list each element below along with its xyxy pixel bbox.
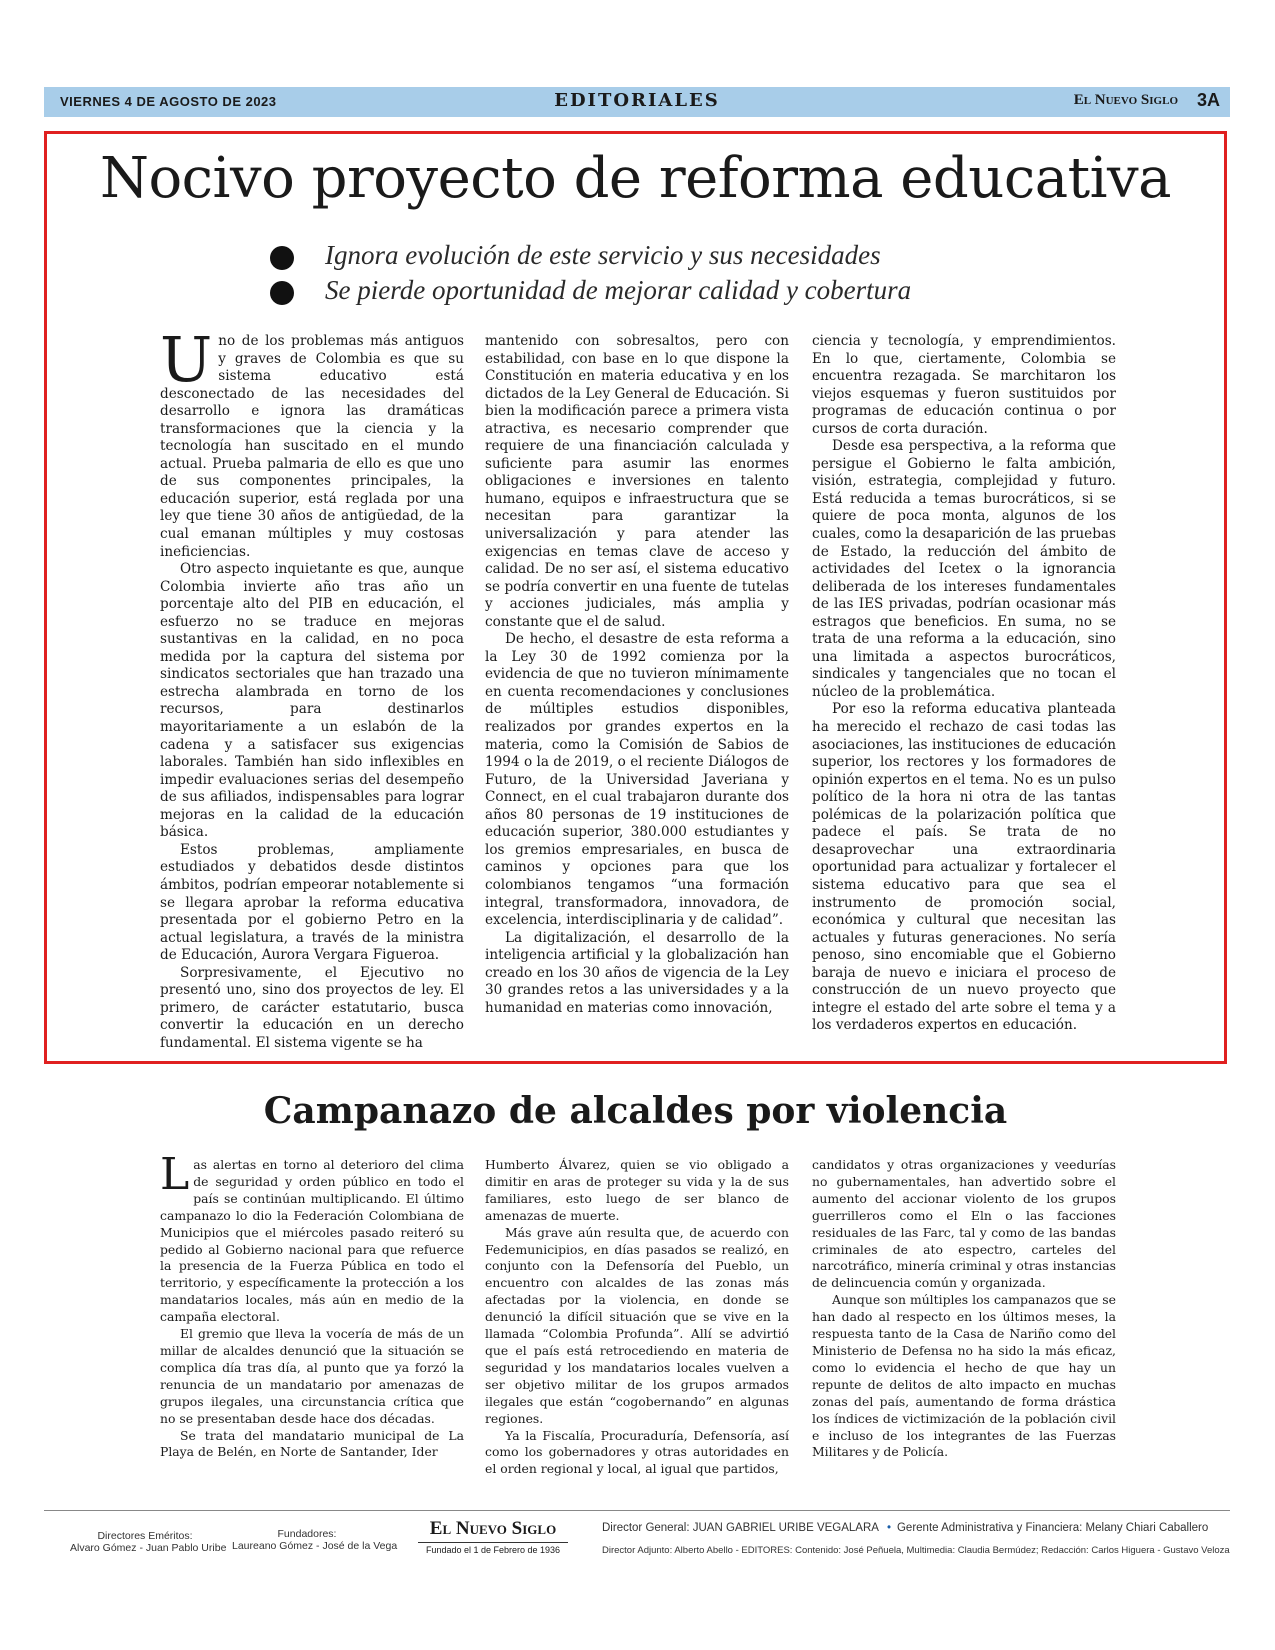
footer-brand-name: El Nuevo Siglo bbox=[418, 1518, 568, 1543]
footer-logo bbox=[418, 1518, 568, 1555]
article2-title: Campanazo de alcaldes por violencia bbox=[263, 1090, 1008, 1132]
gerente: Gerente Administrativa y Financiera: Melany Chiari Caballero bbox=[896, 1522, 1209, 1534]
paragraph: Se trata del mandatario municipal de La Playa de Belén, en Norte de Santander, Ider bbox=[160, 1427, 464, 1460]
paragraph: ciencia y tecnología, y emprendimientos. En lo que, ciertamente, Colombia se encuentra rezagada. Se marchitaron los viejos esquemas y fueron sustituidos por programas de educación continua o por cursos de corta duración. bbox=[812, 333, 1116, 437]
article1-column-2 bbox=[485, 333, 789, 1017]
paragraph: Aunque son múltiples los campanazos que se han dado al respecto en los últimos meses, la respuesta tanto de la Casa de Nariño como del Ministerio de Defensa no ha sido la más eficaz, como lo evidencia el hecho de que hay un repunte de delitos de alto impacto en muchas zonas del país, aumentando de forma drástica los índices de victimización de la población civil e incluso de los integrantes de las Fuerzas Militares y de Policía. bbox=[812, 1292, 1116, 1460]
paragraph: La digitalización, el desarrollo de la inteligencia artificial y la globalización han creado en los 30 años de vigencia de la Ley 30 grandes retos a las universidades y a la humanidad en materias como innovación, bbox=[485, 929, 789, 1016]
bullet-dot-icon bbox=[270, 281, 294, 305]
article1-title: Nocivo proyecto de reforma educativa bbox=[99, 146, 1172, 211]
paragraph: De hecho, el desastre de esta reforma a la Ley 30 de 1992 comienza por la evidencia de que no tuvieron mínimamente en cuenta recomendaciones y conclusiones de múltiples estudios disponibles, realizados por grandes expertos en la materia, como la Comisión de Sabios de 1994 o la de 2019, o el reciente Diálogos de Futuro, de la Universidad Javeriana y Connect, en el cual trabajaron durante dos años 80 personas de 19 instituciones de educación superior, 380.000 estudiantes y los gremios empresariales, en busca de caminos y opciones para que los colombianos tengamos “una formación integral, transformadora, innovadora, de excelencia, interdisciplinaria y de calidad”. bbox=[485, 631, 789, 929]
footer-fundadores bbox=[232, 1528, 398, 1552]
paragraph: Sorpresivamente, el Ejecutivo no presentó uno, sino dos proyectos de ley. El primero, de carácter estatutario, busca convertir la educación en un derecho fundamental. El sistema vigente se ha bbox=[160, 964, 464, 1051]
footer-names: Laureano Gómez - José de la Vega bbox=[232, 1540, 398, 1552]
subhead-text: Se pierde oportunidad de mejorar calidad y cobertura bbox=[325, 275, 912, 305]
paragraph: Humberto Álvarez, quien se vio obligado a dimitir en aras de proteger su vida y la de sus familiares, esto luego de ser blanco de amenazas de muerte. bbox=[485, 1157, 789, 1223]
paragraph: Uno de los problemas más antiguos y graves de Colombia es que su sistema educativo está desconectado de las necesidades del desarrollo e ignora las dramáticas transformaciones que la ciencia y la tecnología han suscitado en el mundo actual. Prueba palmaria de ello es que uno de sus componentes principales, la educación superior, está reglada por una ley que tiene 30 años de antigüedad, de la cual emanan múltiples y muy costosas ineficiencias. bbox=[160, 323, 464, 560]
footer-staff-line-1 bbox=[602, 1522, 1208, 1534]
footer-directores bbox=[70, 1530, 227, 1554]
dropcap: L bbox=[160, 1149, 190, 1200]
header-date: VIERNES 4 DE AGOSTO DE 2023 bbox=[60, 94, 277, 109]
separator-dot-icon: • bbox=[886, 1522, 891, 1534]
paragraph: Estos problemas, ampliamente estudiados y debatidos desde distintos ámbitos, podrían empeorar notablemente si se llegara aprobar la reforma educativa presentada por el gobierno Petro en la actual legislatura, a través de la ministra de Educación, Aurora Vergara Figueroa. bbox=[160, 841, 464, 964]
article2-column-3 bbox=[812, 1157, 1116, 1461]
footer-names: Alvaro Gómez - Juan Pablo Uribe bbox=[70, 1542, 227, 1554]
director-general: Director General: JUAN GABRIEL URIBE VEGALARA bbox=[602, 1522, 879, 1534]
footer-divider bbox=[44, 1510, 1230, 1511]
paragraph: Más grave aún resulta que, de acuerdo con Fedemunicipios, en días pasados se realizó, en conjunto con la Defensoría del Pueblo, un encuentro con alcaldes de las zonas más afectadas por la violencia, en donde se denunció la difícil situación que se vive en la llamada “Colombia Profunda”. Allí se advirtió que el país está retrocediendo en materia de seguridad y los mandatarios locales vuelven a ser objetivo militar de los grupos armados ilegales que están “cogobernando” en algunas regiones. bbox=[485, 1224, 789, 1426]
paragraph: Otro aspecto inquietante es que, aunque Colombia invierte año tras año un porcentaje alto del PIB en educación, el esfuerzo no se traduce en mejoras sustantivas en la calidad, en no poca medida por la captura del sistema por sindicatos sectoriales que han trazado una estrecha alambrada en torno de los recursos, para destinarlos mayoritariamente a un eslabón de la cadena y a satisfacer sus exigencias laborales. También han sido inflexibles en impedir evaluaciones serias del desempeño de sus afiliados, indispensables para lograr mejoras en la calidad de la educación básica. bbox=[160, 561, 464, 841]
article1-column-3 bbox=[812, 333, 1116, 1035]
article2-column-2 bbox=[485, 1157, 789, 1478]
paragraph: El gremio que lleva la vocería de más de un millar de alcaldes denunció que la situación se complica día tras día, al punto que ya forzó la renuncia de un mandatario por amenazas de grupos ilegales, una circunstancia crítica que no se presentaban desde hace dos décadas. bbox=[160, 1326, 464, 1426]
paragraph: Las alertas en torno al deterioro del clima de seguridad y orden público en todo el país se continúan multiplicando. El último campanazo lo dio la Federación Colombiana de Municipios que el miércoles pasado reiteró su pedido al Gobierno nacional para que refuerce la presencia de la Fuerza Pública en todo el territorio, y específicamente la protección a los mandatarios locales, más aún en medio de la campaña electoral. bbox=[160, 1149, 464, 1325]
footer-staff-line-2: Director Adjunto: Alberto Abello - EDITORES: Contenido: José Peñuela, Multimedia: Claudia Bermúdez; Redacción: Carlos Higuera - Gustavo Veloza bbox=[602, 1545, 1230, 1556]
paragraph: Por eso la reforma educativa planteada ha merecido el rechazo de casi todas las asociaciones, las instituciones de educación superior, los rectores y los formadores de opinión expertos en el tema. No es un pulso político de la hora ni otra de las tantas polémicas de la polarización política que padece el país. Se trata de no desaprovechar una extraordinaria oportunidad para actualizar y fortalecer el sistema educativo para que sea el instrumento de promoción social, económica y cultural que necesitan las actuales y futuras generaciones. No sería penoso, sino encomiable que el Gobierno baraja de nuevo e iniciara el proceso de construcción de un nuevo proyecto que integre el estado del arte sobre el tema y a los verdaderos expertos en educación. bbox=[812, 701, 1116, 1034]
dropcap: U bbox=[160, 323, 213, 396]
article1-subheads bbox=[270, 240, 1170, 310]
footer-founded: Fundado el 1 de Febrero de 1936 bbox=[425, 1545, 561, 1555]
subhead-text: Ignora evolución de este servicio y sus necesidades bbox=[325, 240, 881, 270]
subhead-item bbox=[270, 275, 1170, 310]
page-header-bar bbox=[44, 87, 1230, 117]
header-page-number: 3A bbox=[1196, 90, 1220, 110]
footer-label: Fundadores: bbox=[277, 1528, 337, 1540]
paragraph: candidatos y otras organizaciones y veedurías no gubernamentales, han advertido sobre el aumento del accionar violento de los grupos guerrilleros como el Eln o las facciones residuales de las Farc, tal y como de las bandas criminales de ato espectro, carteles del narcotráfico, minería criminal y otras instancias de delincuencia común y organizada. bbox=[812, 1157, 1116, 1291]
footer-label: Directores Eméritos: bbox=[97, 1530, 193, 1542]
header-brand: El Nuevo Siglo bbox=[1073, 92, 1178, 108]
paragraph: Ya la Fiscalía, Procuraduría, Defensoría, así como los gobernadores y otras autoridades en el orden regional y local, al igual que partidos, bbox=[485, 1427, 789, 1477]
bullet-dot-icon bbox=[270, 246, 294, 270]
header-section: EDITORIALES bbox=[554, 90, 720, 111]
paragraph: Desde esa perspectiva, a la reforma que persigue el Gobierno le falta ambición, visión, estrategia, complejidad y futuro. Está reducida a temas burocráticos, si se quiere de poca monta, algunos de los cuales, como la desaparición de las pruebas de Estado, la reducción del ámbito de actividades del Icetex o la ignorancia deliberada de los intereses fundamentales de las IES privadas, podrían ocasionar más estragos que beneficios. En suma, no se trata de una reforma a la educación, sino una limitada a aspectos burocráticos, sindicales y tangenciales que no tocan el núcleo de la problemática. bbox=[812, 438, 1116, 700]
article1-column-1 bbox=[160, 323, 464, 1052]
subhead-item bbox=[270, 240, 1170, 275]
paragraph: mantenido con sobresaltos, pero con estabilidad, con base en lo que dispone la Constitución en materia educativa y en los dictados de la Ley General de Educación. Si bien la modificación parece a primera vista atractiva, es necesario comprender que requiere de una financiación calculada y suficiente para asumir las enormes obligaciones e inversiones en talento humano, equipos e infraestructura que se necesitan para garantizar la universalización y para atender las exigencias en temas clave de acceso y calidad. De no ser así, el sistema educativo se podría convertir en una fuente de tutelas y acciones judiciales, más amplia y constante que el de salud. bbox=[485, 333, 789, 630]
article2-column-1 bbox=[160, 1149, 464, 1461]
